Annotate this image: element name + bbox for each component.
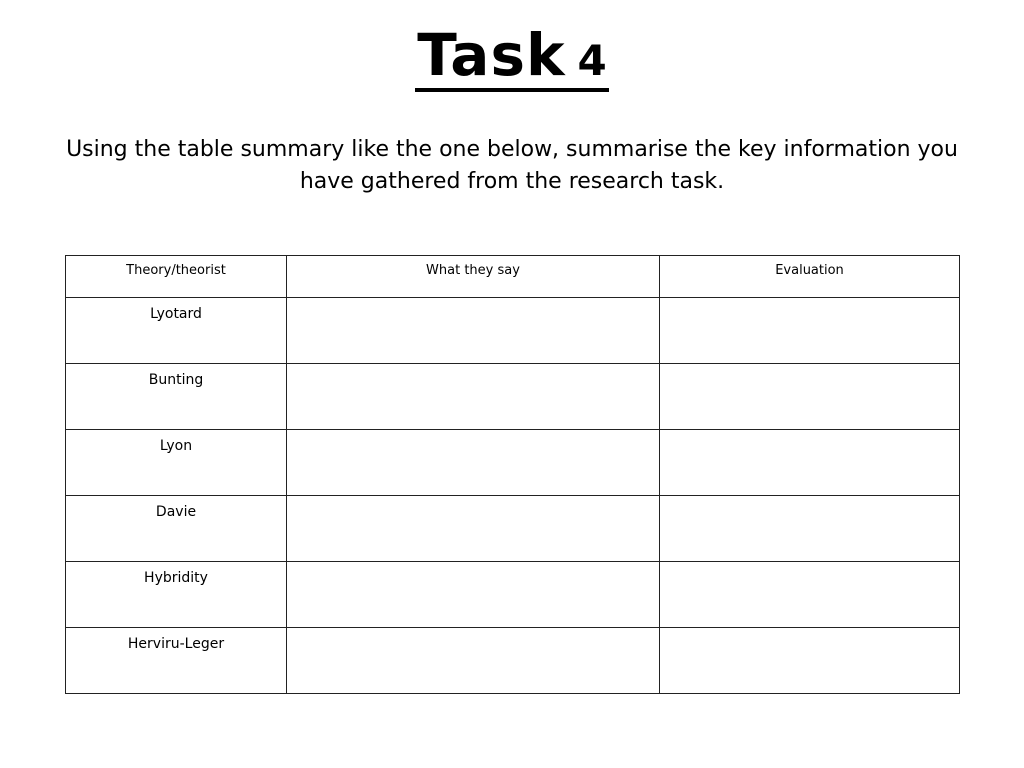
theorist-cell: Lyotard (66, 298, 287, 364)
evaluation-cell[interactable] (660, 628, 960, 694)
theorist-cell: Hybridity (66, 562, 287, 628)
evaluation-cell[interactable] (660, 364, 960, 430)
theorist-cell: Lyon (66, 430, 287, 496)
evaluation-cell[interactable] (660, 298, 960, 364)
evaluation-cell[interactable] (660, 496, 960, 562)
table-row (66, 364, 960, 430)
title-number: 4 (577, 36, 607, 85)
table-row (66, 298, 960, 364)
table-header-row (66, 256, 960, 298)
what-they-say-cell[interactable] (287, 298, 660, 364)
instructions-text: Using the table summary like the one below, summarise the key information you have gathered from the research task. (66, 137, 958, 194)
what-they-say-cell[interactable] (287, 364, 660, 430)
header-what-they-say: What they say (287, 256, 660, 298)
what-they-say-cell[interactable] (287, 628, 660, 694)
title-underline (415, 21, 609, 92)
theorist-cell: Bunting (66, 364, 287, 430)
title-word: Task (417, 21, 566, 89)
summary-table (65, 255, 960, 694)
header-theory-theorist: Theory/theorist (66, 256, 287, 298)
header-evaluation: Evaluation (660, 256, 960, 298)
table-row (66, 562, 960, 628)
evaluation-cell[interactable] (660, 430, 960, 496)
table-row (66, 430, 960, 496)
what-they-say-cell[interactable] (287, 430, 660, 496)
what-they-say-cell[interactable] (287, 496, 660, 562)
evaluation-cell[interactable] (660, 562, 960, 628)
table-row (66, 496, 960, 562)
theorist-cell: Herviru-Leger (66, 628, 287, 694)
page-title (0, 21, 1024, 92)
what-they-say-cell[interactable] (287, 562, 660, 628)
theorist-cell: Davie (66, 496, 287, 562)
table-row (66, 628, 960, 694)
